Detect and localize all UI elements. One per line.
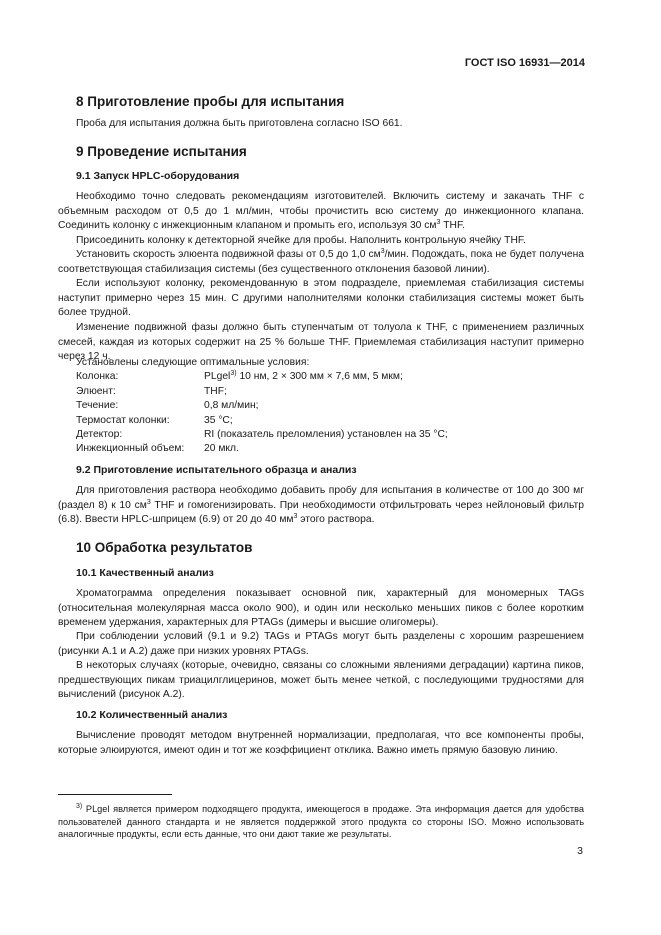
section-8-title: 8 Приготовление пробы для испытания <box>76 94 345 109</box>
condition-label: Элюент: <box>76 386 116 397</box>
section-10-1-title: 10.1 Качественный анализ <box>76 567 214 579</box>
section-9-1-paragraph-5: Изменение подвижной фазы должно быть ступенчатым от толуола к THF, с применением различных смесей, каждая из которых содержит на 25 % больше THF. Приемлемая стабилизация наступит примерно через 12 ч. <box>58 322 584 362</box>
section-9-title: 9 Проведение испытания <box>76 144 247 159</box>
condition-row-detector <box>76 428 448 443</box>
condition-row-injection <box>76 442 239 457</box>
section-10-2-title: 10.2 Количественный анализ <box>76 709 228 721</box>
condition-row-column <box>76 370 403 385</box>
footnote-separator <box>58 794 172 795</box>
section-9-2-paragraph: Для приготовления раствора необходимо добавить пробу для испытания в количестве от 100 до 300 мг (раздел 8) к 10 $см^3$ THF и гомогенизировать. При необходимости отфильтровать через нейлоновый фильтр (6.8). Ввести HPLC-шприцем (6.9) от 20 до 40 $мм^3$ этого раствора. <box>58 485 584 525</box>
section-9-1-paragraph-6: Установлены следующие оптимальные условия: <box>76 357 310 368</box>
condition-value: 35 °С; <box>204 415 233 426</box>
section-10-1-paragraph-3: В некоторых случаях (которые, очевидно, связаны со сложными явлениями деградации) картина пиков, предшествующих пикам триацилглицеринов, может быть менее четкой, с последующими трудностями для вычислений (рисунок А.2). <box>58 660 584 700</box>
section-10-2-paragraph: Вычисление проводят методом внутренней нормализации, предполагая, что все компоненты пробы, которые элюируются, имеют один и тот же коэффициент отклика. Важно иметь прямую базовую линию. <box>58 730 584 756</box>
condition-value: THF; <box>204 386 227 397</box>
condition-label: Термостат колонки: <box>76 415 170 426</box>
section-10-1-paragraph-1: Хроматограмма определения показывает основной пик, характерный для мономерных TAGs (относительная молекулярная масса около 900), и один или несколько меньших пиков с более коротким временем удержания, характерных для PTAGs (димеры и высшие олигомеры). <box>58 588 584 628</box>
condition-label: Инжекционный объем: <box>76 443 185 454</box>
document-header: ГОСТ ISO 16931—2014 <box>464 57 585 69</box>
condition-row-flow <box>76 399 259 414</box>
condition-label: Течение: <box>76 400 119 411</box>
condition-label: Детектор: <box>76 429 123 440</box>
section-9-1-paragraph-3: Установить скорость элюента подвижной фазы от 0,5 до 1,0 $см^3$/мин. Подождать, пока не будет получена соответствующая стабилизация системы (без существенного отклонения базовой линии). <box>58 248 584 275</box>
footnote: $^{3)}$ PLgel является примером подходящего продукта, имеющегося в продаже. Эта информация дается для удобства пользователей данного стандарта и не является поддержкой этого продукта со стороны ISO. Можно использовать аналогичные продукты, если есть данные, что они дают такие же результаты. <box>58 803 584 839</box>
condition-value: 20 мкл. <box>204 443 239 454</box>
condition-value: PLgel$^{3)}$ 10 нм, 2 × 300 мм × 7,6 мм, 5 мкм; <box>204 370 403 382</box>
section-10-1-paragraph-2: При соблюдении условий (9.1 и 9.2) TAGs и PTAGs могут быть разделены с хорошим разрешением (рисунки А.1 и А.2) даже при низких уровнях PTAGs. <box>58 631 584 657</box>
condition-row-thermostat <box>76 414 233 429</box>
section-10-title: 10 Обработка результатов <box>76 540 253 555</box>
condition-value: RI (показатель преломления) установлен на 35 °С; <box>204 429 448 440</box>
section-9-1-paragraph-2: Присоединить колонку к детекторной ячейке для пробы. Наполнить контрольную ячейку THF. <box>76 235 526 246</box>
condition-value: 0,8 мл/мин; <box>204 400 259 411</box>
condition-row-eluent <box>76 385 227 400</box>
section-9-1-paragraph-4: Если используют колонку, рекомендованную в этом подразделе, приемлемая стабилизация системы наступит примерно через 15 мин. С другими наполнителями колонки стабилизация системы может быть более трудной. <box>58 278 584 318</box>
condition-label: Колонка: <box>76 371 119 382</box>
section-9-1-title: 9.1 Запуск HPLC-оборудования <box>76 170 240 182</box>
section-9-2-title: 9.2 Приготовление испытательного образца и анализ <box>76 464 357 476</box>
page-number: 3 <box>577 845 583 857</box>
section-9-1-paragraph-1: Необходимо точно следовать рекомендациям изготовителей. Включить систему и закачать THF с объемным расходом от 0,5 до 1 мл/мин, чтобы прочистить всю систему до инжекционного клапана. Соединить колонку с инжекционным клапаном и промыть его, используя 30 $см^3$ THF. <box>58 191 584 231</box>
section-8-text: Проба для испытания должна быть приготовлена согласно ISO 661. <box>76 118 403 129</box>
